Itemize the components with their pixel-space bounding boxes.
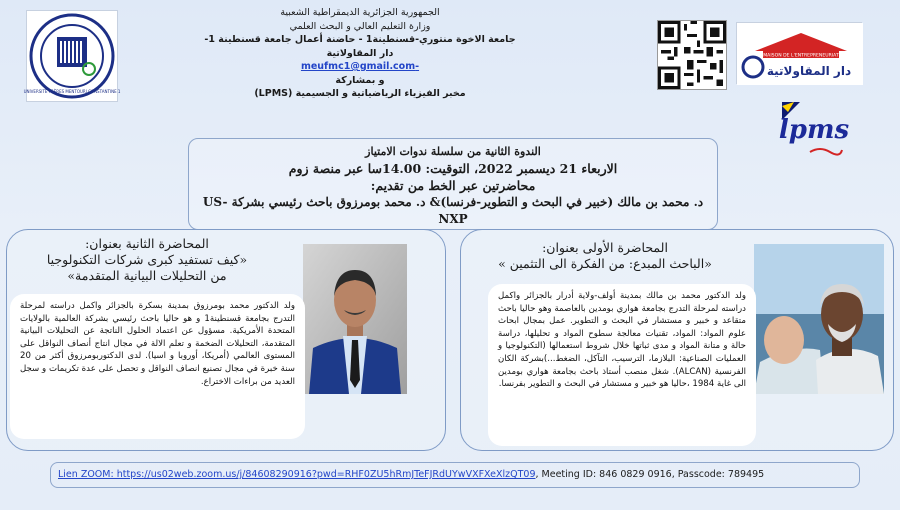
qr-code [657,20,727,90]
portrait-man-outdoor-icon [754,244,884,394]
header-line-lab: مخبر الفيزياء الرياضياتية و الجسيمية (LPMS) [254,88,466,99]
lpms-logo-icon [778,100,850,162]
university-seal-icon [23,13,121,99]
university-logo [23,10,121,102]
first-lecture-heading: المحاضرة الأولى بعنوان: [542,240,668,255]
header-line-participation: و بمشاركة [335,74,385,86]
lpms-logo-text: lpms [778,115,850,145]
boumerzoug-bio: ولد الدكتور محمد بومرزوق بمدينة بسكرة بالجزائر واكمل دراسته لمرحلة التدرج بجامعة قسنطينة1 و هو حاليا باحث رئيسي بشركة العالمية بالولايات المتحدة الأمريكية. مسؤول عن اعتماد الحلول الناتجة عن التحليلات البيانية المتقدمة، التحليلات الضخمة و تعلم الالة في مجال انتاج أنصاف النواقل على المستوى العالمي (أمريكا، أوروبا و اسيا). لدى الدكتوربومرزوق أكثر من 20 سنة خبرة في مجال تصنيع انصاف النواقل و تحصل على عدة تكريمات و سجل العديد من براءات الاختراع. [10,294,305,439]
university-logo-text: UNIVERSITÉ FRÈRES MENTOURI CONSTANTINE 1 [23,89,121,94]
lpms-logo [778,100,850,162]
portrait-man-suit-icon [303,244,407,394]
header-email-link[interactable]: -meufmc1@gmail.com [300,61,420,72]
maison-logo-arabic: دار المقاولاتية [766,64,852,78]
second-lecture-title-line1: «كيف تستفيد كبرى شركات التكنولوجيا [46,252,248,267]
header-block [180,6,540,101]
boumerzoug-photo [303,244,407,394]
header-line-ministry: وزارة التعليم العالي و البحث العلمي [289,20,431,32]
second-lecture-heading: المحاضرة الثانية بعنوان: [85,236,209,251]
zoom-info-box [50,462,860,488]
benmalek-bio: ولد الدكتور محمد بن مالك بمدينة أولف-ولاية أدرار بالجزائر واكمل دراسته لمرحلة التدرج بجامعة هواري بومدين بالعاصمة وهو حاليا باحث متقاعد و خبير و مستشار في البحث و التطوير. عمل بمجال ابحاث علوم المواد: المواد، تقنيات معالجة سطوح المواد و تحليلها، دراسة حالة و متانة المواد و مدى ثباتها خلال شروط استعمالها (التكنولوجيا و العمليات الصناعية: البلازما، الترسيب، التآكل، الضغط...)بشركة الكان الفرنسية (ALCAN). شغل منصب أستاذ باحث بجامعة هواري بومدين الى غاية 1984 ،حاليا هو خبير و مستشار في البحث و التطوير بفرنسا. [488,284,756,446]
first-lecture-title-text: «الباحث المبدع: من الفكرة الى التثمين » [498,256,712,271]
first-lecture-title [470,240,740,272]
maison-entrepreneuriat-logo [736,22,862,84]
maison-logo-text: MAISON DE L'ENTREPRENEURIAT [763,53,839,59]
announcement-presenters: د. محمد بن مالك (خبير في البحث و التطوير-فرنسا)& د. محمد بومرزوق باحث رئيسي بشركة US-NXP [202,195,704,226]
header-line-maison: دار المقاولاتية [326,47,394,59]
announcement-series: الندوة الثانية من سلسلة ندوات الامتياز [365,145,541,158]
second-lecture-title [22,236,272,284]
header-line-university: جامعة الاخوة منتوري-قسنطينة1 - حاضنة أعمال جامعة قسنطينة 1- [204,34,516,45]
zoom-meeting-details: , Meeting ID: 846 0829 0916, Passcode: 789495 [535,469,765,480]
benmalek-photo [754,244,884,394]
announcement-presenters-intro: محاضرتين عبر الخط من تقديم: [370,178,536,193]
announcement-box [188,138,718,230]
maison-logo-icon [737,23,863,85]
zoom-link[interactable]: Lien ZOOM: https://us02web.zoom.us/j/84608290916?pwd=RHF0ZU5hRmJTeFJRdUYwVXFXeXlzQT09 [58,469,536,480]
announcement-date-time: الاربعاء 21 ديسمبر 2022، التوقيت: 14.00سا عبر منصة زوم [288,161,618,176]
header-line-republic: الجمهورية الجزائرية الديمقراطية الشعبية [280,7,440,18]
second-lecture-title-line2: من التحليلات البيانية المتقدمة» [67,268,227,283]
qr-code-icon [658,21,726,89]
